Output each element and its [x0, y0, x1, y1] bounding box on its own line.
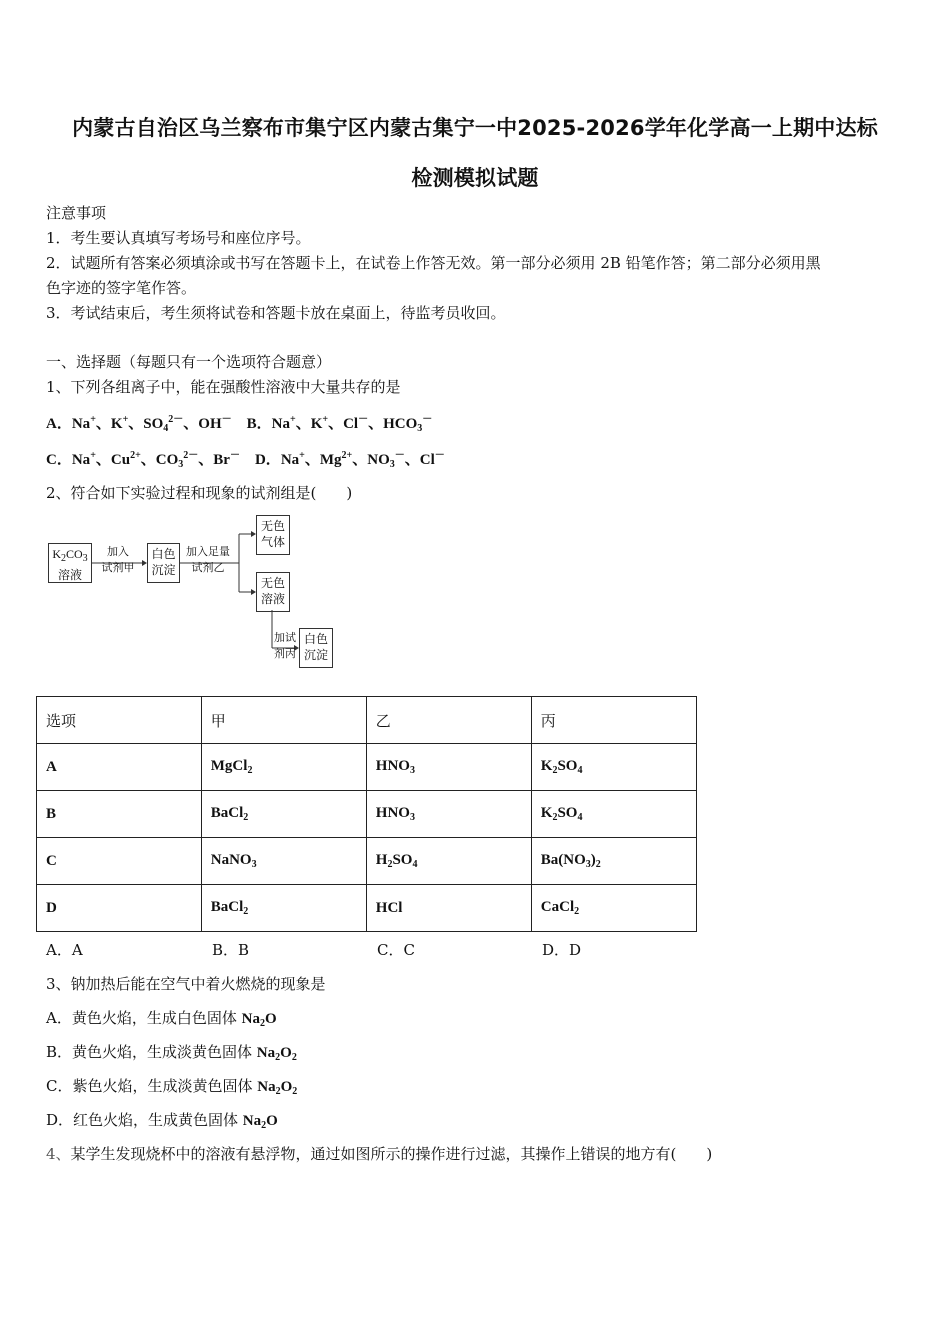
colorless-solution-box: 无色 溶液 — [256, 572, 290, 612]
question-3-option-c: C．紫色火焰，生成淡黄色固体 $Na_2O_2$ — [46, 1077, 298, 1097]
table-row — [37, 744, 697, 791]
question-4-stem: 4、某学生发现烧杯中的溶液有悬浮物，通过如图所示的操作进行过滤，其操作上错误的地方有( ) — [46, 1145, 713, 1163]
table-header-cell: 乙 — [366, 697, 531, 744]
note-item: 1．考生要认真填写考场号和座位序号。 — [46, 229, 311, 247]
reagent-cell: $Ba(NO_3)_2$ — [531, 838, 696, 885]
colorless-gas-box: 无色 气体 — [256, 515, 290, 555]
page-title: 内蒙古自治区乌兰察布市集宁区内蒙古集宁一中2025-2026学年化学高一上期中达标 — [72, 116, 878, 140]
question-3-option-d: D．红色火焰，生成黄色固体 $Na_2O$ — [46, 1111, 278, 1131]
question-1-options-cd: C．Na+、$Cu^{2+}$、$CO_3^{2-}$、Br－ D．Na+、$Mg^{2+}$、$NO_3^-$、Cl－ — [46, 450, 445, 470]
table-row — [37, 838, 697, 885]
reagent-cell: HCl — [366, 885, 531, 932]
reagent-options-table — [36, 696, 697, 932]
option-label: B — [37, 791, 202, 838]
option-label: A — [37, 744, 202, 791]
page-title-line2: 检测模拟试题 — [411, 166, 539, 190]
question-1-stem: 1、下列各组离子中，能在强酸性溶液中大量共存的是 — [46, 378, 401, 396]
table-row — [37, 885, 697, 932]
reagent-cell: BaCl$_2$ — [201, 885, 366, 932]
experiment-flow-diagram — [46, 512, 346, 672]
reagent-cell: $K_2SO_4$ — [531, 791, 696, 838]
note-item: 2．试题所有答案必须填涂或书写在答题卡上，在试卷上作答无效。第一部分必须用 2B 铅笔作答；第二部分必须用黑 — [46, 254, 821, 272]
table-row — [37, 791, 697, 838]
reagent-cell: $HNO_3$ — [366, 791, 531, 838]
table-header-cell: 丙 — [531, 697, 696, 744]
reagent-jia-label: 加入 试剂甲 — [101, 545, 135, 574]
reagent-cell: BaCl$_2$ — [201, 791, 366, 838]
white-precipitate-box: 白色 沉淀 — [147, 543, 180, 583]
k2co3-solution-box: $K_2CO_3$ 溶液 — [48, 543, 92, 583]
reagent-yi-label: 加入足量 试剂乙 — [186, 545, 230, 574]
reagent-cell: $H_2SO_4$ — [366, 838, 531, 885]
reagent-cell: $K_2SO_4$ — [531, 744, 696, 791]
answer-option-a: A．A — [46, 941, 83, 959]
answer-option-c: C．C — [377, 941, 415, 959]
table-header-row — [37, 697, 697, 744]
table-header-cell: 选项 — [37, 697, 202, 744]
reagent-cell: $HNO_3$ — [366, 744, 531, 791]
option-label: C — [37, 838, 202, 885]
question-2-stem: 2、符合如下实验过程和现象的试剂组是( ) — [46, 484, 353, 502]
option-label: D — [37, 885, 202, 932]
table-header-cell: 甲 — [201, 697, 366, 744]
question-3-stem: 3、钠加热后能在空气中着火燃烧的现象是 — [46, 975, 326, 993]
note-item: 色字迹的签字笔作答。 — [46, 279, 197, 297]
reagent-bing-label: 加试 剂丙 — [274, 631, 296, 660]
reagent-cell: MgCl$_2$ — [201, 744, 366, 791]
question-3-option-a: A．黄色火焰，生成白色固体 $Na_2O$ — [46, 1009, 277, 1029]
section-heading: 一、选择题（每题只有一个选项符合题意） — [46, 353, 332, 371]
question-3-option-b: B．黄色火焰，生成淡黄色固体 $Na_2O_2$ — [46, 1043, 297, 1063]
reagent-cell: NaNO$_3$ — [201, 838, 366, 885]
reagent-cell: CaCl$_2$ — [531, 885, 696, 932]
question-1-options-ab: A．Na+、K+、$SO_4^{2-}$、OH－ B．Na+、K+、Cl－、$HCO_3^-$ — [46, 414, 433, 434]
answer-option-b: B．B — [212, 941, 250, 959]
note-item: 3．考试结束后，考生须将试卷和答题卡放在桌面上，待监考员收回。 — [46, 304, 506, 322]
white-precipitate-box-2: 白色 沉淀 — [299, 628, 333, 668]
notes-heading: 注意事项 — [46, 204, 107, 222]
answer-option-d: D．D — [542, 941, 582, 959]
